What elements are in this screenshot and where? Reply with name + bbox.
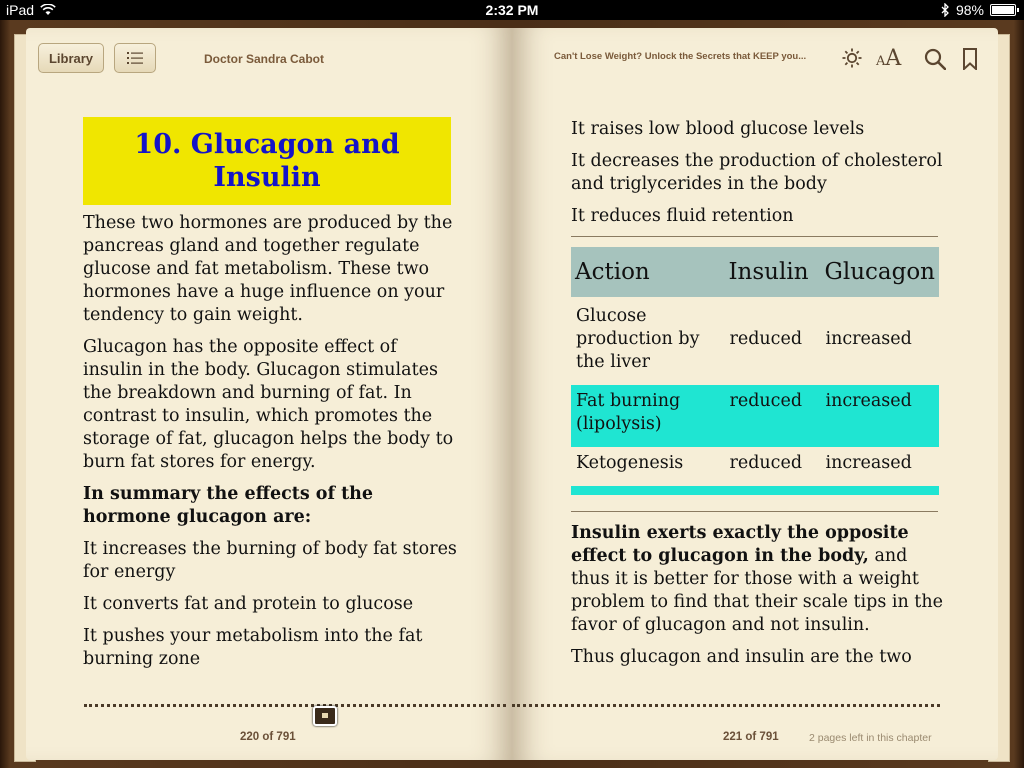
paragraph: These two hormones are produced by the pancreas gland and together regulate glucose and fat metabolism. These two hormones have a huge influence on your tendency to gain weight. <box>83 213 453 325</box>
brightness-icon[interactable] <box>842 48 862 68</box>
left-page-text <box>83 212 458 680</box>
table-cell: Fat burning (lipolysis) <box>571 385 724 447</box>
effect-item: It reduces fluid retention <box>571 206 794 226</box>
table-header: Glucagon <box>820 247 939 297</box>
table-footer-band <box>571 486 939 495</box>
table-row <box>571 385 939 447</box>
book-title: Can't Lose Weight? Unlock the Secrets that KEEP you... <box>554 51 807 62</box>
right-page-text-bottom <box>571 522 946 678</box>
right-page[interactable] <box>512 28 998 760</box>
table-cell: increased <box>825 329 912 349</box>
summary-heading: In summary the effects of the hormone glucagon are: <box>83 484 374 527</box>
page-number-left: 220 of 791 <box>240 731 296 743</box>
right-page-text-top <box>571 118 946 237</box>
divider <box>571 236 938 237</box>
clock: 2:32 PM <box>485 2 539 18</box>
paragraph: Thus glucagon and insulin are the two <box>571 647 912 667</box>
effects-table <box>571 247 939 495</box>
table-row <box>571 447 939 486</box>
page-scrubber-track-right[interactable] <box>512 704 940 709</box>
book <box>0 20 1024 768</box>
paragraph: Glucagon has the opposite effect of insulin in the body. Glucagon stimulates the breakdown and burning of fat. In contrast to insulin, which promotes the storage of fat, glucagon helps the body to burn fat stores for energy. <box>83 337 454 472</box>
page-scrubber-track[interactable] <box>84 704 506 709</box>
effect-item: It raises low blood glucose levels <box>571 119 865 139</box>
effect-item: It decreases the production of cholesterol and triglycerides in the body <box>571 151 943 194</box>
bluetooth-icon <box>940 3 950 17</box>
page-number-right: 221 of 791 <box>723 731 779 743</box>
table-header: Action <box>571 247 724 297</box>
chapter-heading-line1: 10. Glucagon and <box>134 129 400 160</box>
battery-percent: 98% <box>955 2 984 18</box>
search-icon[interactable] <box>924 48 946 70</box>
table-cell: increased <box>825 453 912 473</box>
effect-item: It pushes your metabolism into the fat burning zone <box>83 626 423 669</box>
page-scrubber-handle[interactable] <box>313 706 337 726</box>
bold-lead: Insulin exerts exactly the opposite effect to glucagon in the body, <box>571 523 909 566</box>
font-size-icon[interactable] <box>876 46 901 71</box>
effect-item: It increases the burning of body fat stores for energy <box>83 539 457 582</box>
table-of-contents-button[interactable] <box>114 43 156 73</box>
book-author: Doctor Sandra Cabot <box>204 52 325 66</box>
table-cell: increased <box>820 385 939 447</box>
table-header-row <box>571 247 939 297</box>
left-page[interactable] <box>26 28 512 760</box>
battery-icon <box>990 4 1016 16</box>
effect-item: It converts fat and protein to glucose <box>83 594 414 614</box>
device-label: iPad <box>6 2 35 18</box>
table-cell: Glucose production by the liver <box>576 306 700 372</box>
table-cell: reduced <box>724 385 820 447</box>
table-header: Insulin <box>724 247 820 297</box>
paragraph-rest: and thus it is better for those with a weight problem to find that their scale tips in the favor of glucagon and not insulin. <box>571 546 943 635</box>
divider <box>571 511 938 512</box>
chapter-heading <box>83 117 451 205</box>
pages-left-in-chapter: 2 pages left in this chapter <box>809 732 932 744</box>
status-bar <box>0 0 1024 20</box>
paragraph <box>571 522 946 637</box>
battery-fill <box>992 6 1014 14</box>
library-button[interactable]: Library <box>38 43 104 73</box>
table-cell: reduced <box>729 329 803 349</box>
list-icon <box>127 52 143 64</box>
bookmark-icon[interactable] <box>962 48 978 70</box>
font-size-big: A <box>885 46 902 71</box>
table-row <box>571 300 939 385</box>
font-size-small: A <box>876 54 886 69</box>
chapter-heading-line2: Insulin <box>213 162 321 193</box>
table-cell: Ketogenesis <box>576 453 684 473</box>
table-cell: reduced <box>729 453 803 473</box>
